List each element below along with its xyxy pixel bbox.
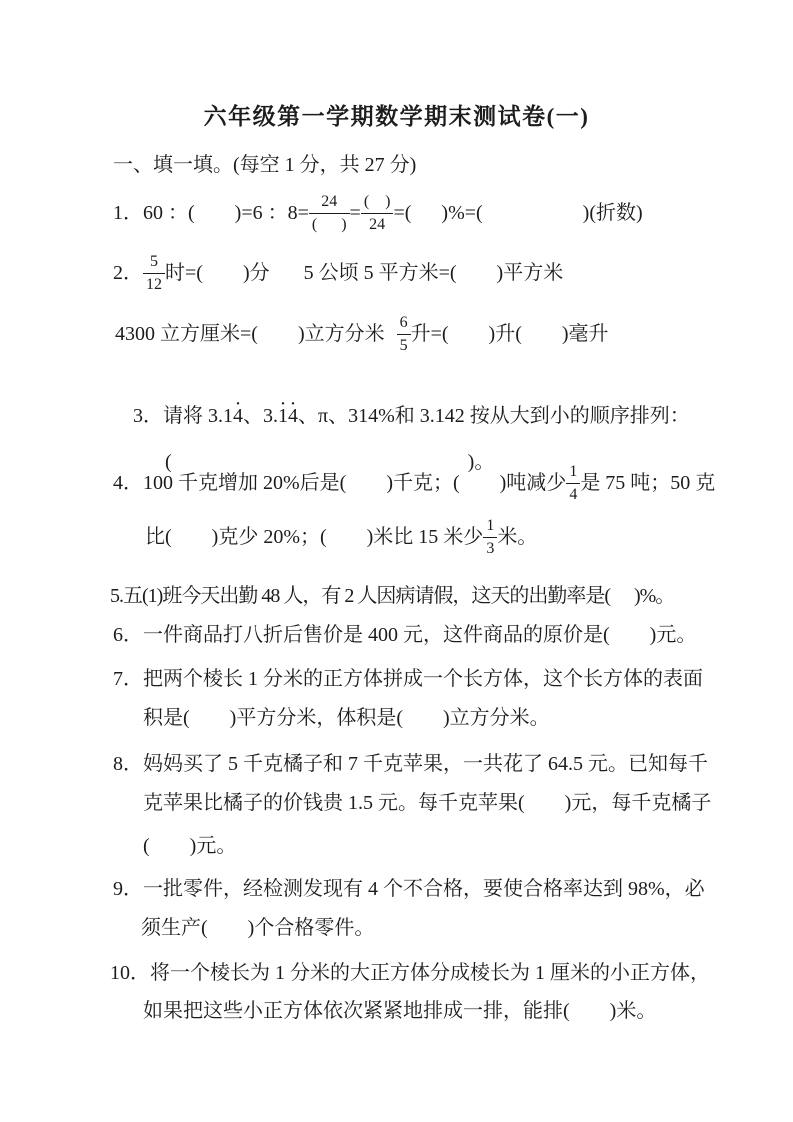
q2-fraction-5-12 — [143, 252, 165, 295]
q2-text-hours: 时=( )分 — [165, 262, 270, 284]
q2-text-hectare: 5 公顷 5 平方米=( )平方米 — [303, 262, 564, 284]
question-10-line-2: 如果把这些小正方体依次紧紧地排成一排，能排( )米。 — [143, 1000, 657, 1022]
question-7-line-2: 积是( )平方分米，体积是( )立方分米。 — [143, 707, 550, 729]
q2-number: 2． — [113, 262, 143, 284]
fraction-numerator: 1 — [483, 516, 497, 538]
fraction-numerator: 1 — [566, 462, 580, 484]
question-8-line-1: 8．妈妈买了 5 千克橘子和 7 千克苹果，一共花了 64.5 元。已知每千 — [113, 753, 708, 775]
question-2-line-2 — [115, 305, 609, 363]
fraction-denominator: 4 — [569, 485, 578, 503]
question-1 — [113, 184, 643, 242]
q1-fraction-24-over-blank — [309, 192, 350, 235]
fraction-denominator: 5 — [399, 336, 408, 354]
fraction-denominator: 24 — [369, 215, 386, 233]
q4-fraction-1-4 — [566, 462, 580, 505]
q4-text-3: 比( )克少 20%；( )米比 15 米少 — [145, 526, 484, 548]
q1-text-pre: 1．60 ：( )=6 ：8= — [113, 202, 309, 224]
q4-text-4: 米。 — [497, 526, 538, 548]
q4-text-1: 4．100 千克增加 20%后是( )千克；( )吨减少 — [113, 472, 567, 494]
q4-fraction-1-3 — [483, 516, 497, 559]
q3-answer-paren-open: ( — [165, 451, 172, 473]
question-9-line-2: 须生产( )个合格零件。 — [141, 917, 375, 939]
q3-answer-paren-close: )。 — [467, 451, 495, 473]
fraction-numerator: 6 — [397, 313, 411, 335]
question-10-line-1: 10．将一个棱长为 1 分米的大正方体分成棱长为 1 厘米的小正方体， — [110, 962, 710, 984]
q1-equals: = — [349, 202, 361, 224]
fraction-denominator: ( ) — [311, 215, 347, 233]
question-2-line-1 — [113, 244, 563, 302]
question-9-line-1: 9．一批零件，经检测发现有 4 个不合格，要使合格率达到 98%，必 — [113, 878, 705, 900]
q2-text-liters: 升=( )升( )毫升 — [410, 323, 609, 345]
q2-fraction-6-5 — [397, 313, 411, 356]
q1-fraction-blank-over-24 — [361, 192, 394, 235]
q3-repeating-digit: 1 · — [278, 403, 288, 429]
question-6: 6．一件商品打八折后售价是 400 元，这件商品的原价是( )元。 — [113, 624, 697, 646]
q3-text-2: 、3. — [243, 405, 278, 427]
fraction-denominator: 3 — [486, 539, 495, 557]
fraction-numerator: 24 — [309, 192, 350, 214]
q3-repeating-digit: 4 · — [288, 403, 298, 429]
question-4-line-1 — [113, 454, 715, 512]
q3-text-3: 、π、314%和 3.142 按从大到小的顺序排列： — [298, 405, 690, 427]
fraction-numerator: ( ) — [361, 192, 394, 214]
fraction-denominator: 12 — [146, 275, 162, 293]
q3-repeating-digit: 4 · — [233, 403, 243, 429]
question-8-line-2: 克苹果比橘子的价钱贵 1.5 元。每千克苹果( )元，每千克橘子 — [143, 792, 712, 814]
question-5: 5.五(1)班今天出勤 48 人，有 2 人因病请假，这天的出勤率是( )%。 — [110, 585, 675, 607]
question-8-line-3: ( )元。 — [143, 835, 237, 857]
question-4-line-2 — [145, 508, 537, 566]
question-7-line-1: 7．把两个棱长 1 分米的正方体拼成一个长方体，这个长方体的表面 — [113, 668, 703, 690]
q2-text-cubic: 4300 立方厘米=( )立方分米 — [115, 323, 385, 345]
section-header: 一、填一填。(每空 1 分，共 27 分) — [113, 154, 417, 176]
q4-text-2: 是 75 吨；50 克 — [580, 472, 716, 494]
q1-text-post: =( )%=( )(折数) — [393, 202, 643, 224]
page-title: 六年级第一学期数学期末测试卷(一) — [203, 104, 590, 129]
q3-text-1: 3．请将 3.1 — [133, 405, 233, 427]
fraction-numerator: 5 — [143, 252, 165, 274]
